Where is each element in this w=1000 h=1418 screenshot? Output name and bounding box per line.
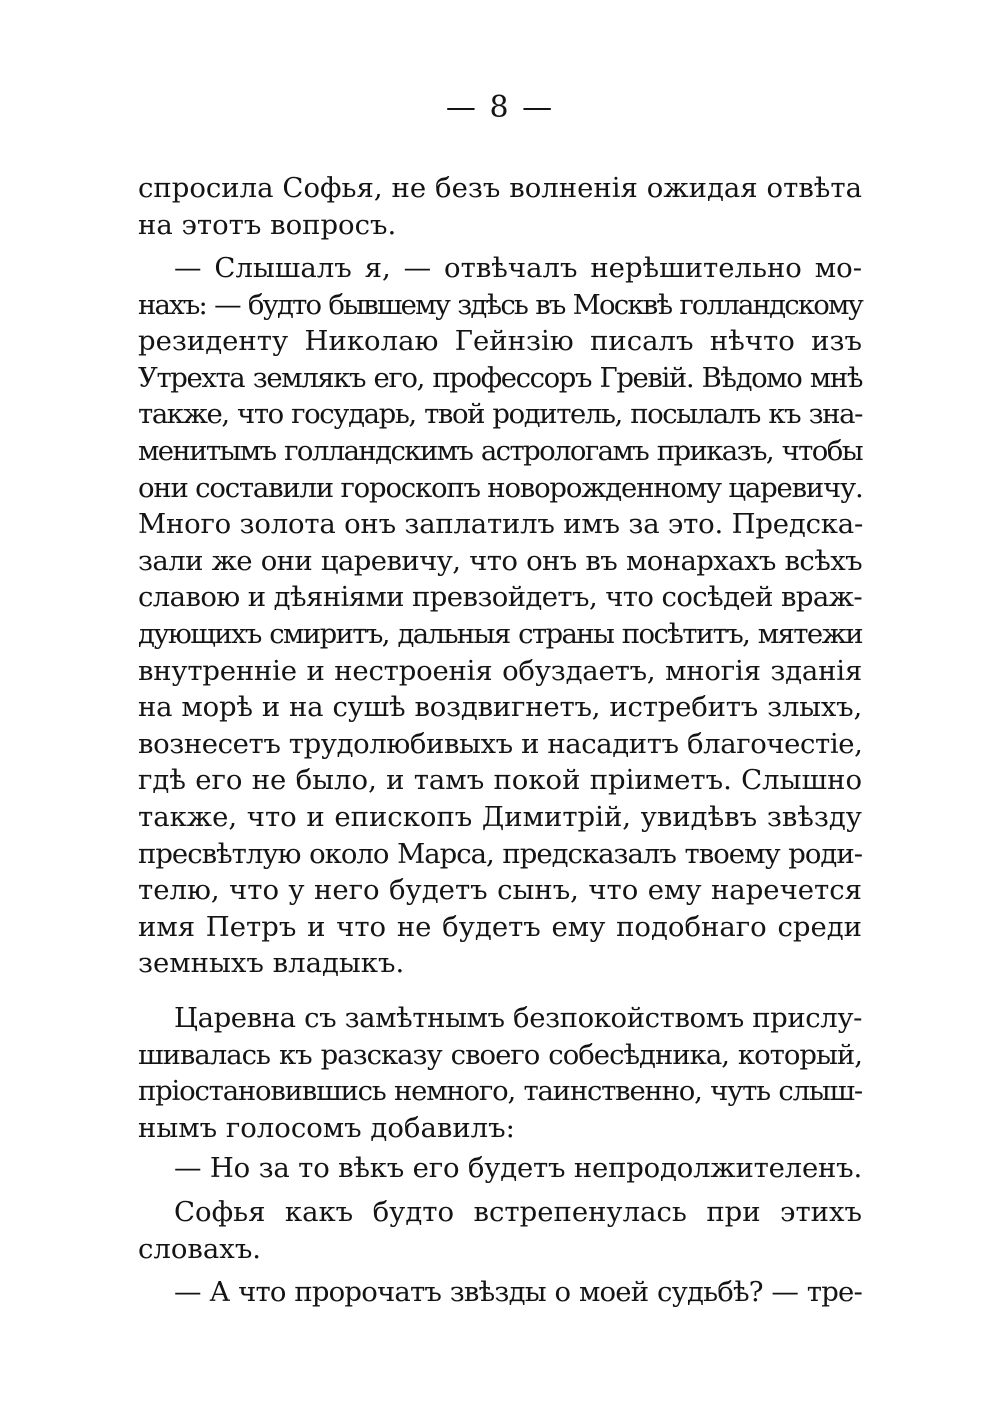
text-line: пріостановившись немного, таинственно, чуть слыш-	[138, 1075, 862, 1108]
text-line: славою и дѣяніями превзойдетъ, что сосѣдей враж-	[138, 581, 863, 614]
text-line: Много золота онъ заплатилъ имъ за это. Предска-	[138, 508, 864, 541]
text-line: пресвѣтлую около Марса, предсказалъ твоему роди-	[138, 837, 862, 870]
text-line: на морѣ и на сушѣ воздвигнетъ, истребитъ злыхъ,	[138, 691, 862, 724]
text-line: внутренніе и нестроенія обуздаетъ, многія зданія	[138, 654, 862, 687]
text-line: Софья какъ будто встрепенулась при этихъ	[174, 1196, 862, 1228]
text-line: они составили гороскопъ новорожденному царевичу.	[138, 471, 863, 504]
text-line: менитымъ голландскимъ астрологамъ приказъ, чтобы	[138, 434, 862, 467]
text-line: земныхъ владыкъ.	[138, 947, 405, 980]
text-line: — Слышалъ я, — отвѣчалъ нерѣшительно мо-	[174, 252, 862, 284]
text-line: вознесетъ трудолюбивыхъ и насадитъ благочестіе,	[138, 727, 863, 760]
text-line: телю, что у него будетъ сынъ, что ему наречется	[138, 874, 862, 907]
text-line: нымъ голосомъ добавилъ:	[138, 1111, 515, 1144]
text-line: спросила Софья, не безъ волненія ожидая отвѣта	[138, 172, 862, 204]
text-line: — А что пророчатъ звѣзды о моей судьбѣ? — тре-	[174, 1276, 862, 1308]
text-line: — Но за то вѣкъ его будетъ непродолжителенъ.	[174, 1152, 862, 1184]
text-line: словахъ.	[138, 1232, 262, 1265]
text-line: Утрехта землякъ его, профессоръ Гревій. Вѣдомо мнѣ	[138, 361, 862, 394]
paragraph	[138, 1274, 862, 1311]
page-number: — 8 —	[445, 90, 555, 125]
text-line: Царевна съ замѣтнымъ безпокойствомъ прислу-	[174, 1002, 862, 1034]
text-line: резиденту Николаю Гейнзію писалъ нѣчто изъ	[138, 325, 862, 358]
text-line: также, что государь, твой родитель, посылалъ къ зна-	[138, 398, 862, 431]
paragraph	[138, 1000, 862, 1146]
text-line: также, что и епископъ Димитрій, увидѣвъ звѣзду	[138, 800, 862, 833]
paragraph	[138, 170, 862, 243]
paragraph	[138, 250, 862, 982]
text-line: шивалась къ разсказу своего собесѣдника, который,	[138, 1038, 862, 1071]
text-line: имя Петръ и что не будетъ ему подобнаго среди	[138, 910, 862, 943]
text-line: гдѣ его не было, и тамъ покой пріиметъ. Слышно	[138, 764, 862, 797]
text-line: на этотъ вопросъ.	[138, 208, 397, 241]
paragraph	[138, 1150, 862, 1187]
paragraph	[138, 1194, 862, 1267]
text-line: зали же они царевичу, что онъ въ монархахъ всѣхъ	[138, 544, 862, 577]
text-line: нахъ: — будто бывшему здѣсь въ Москвѣ голландскому	[138, 288, 862, 321]
text-line: дующихъ смиритъ, дальныя страны посѣтитъ, мятежи	[138, 617, 862, 650]
